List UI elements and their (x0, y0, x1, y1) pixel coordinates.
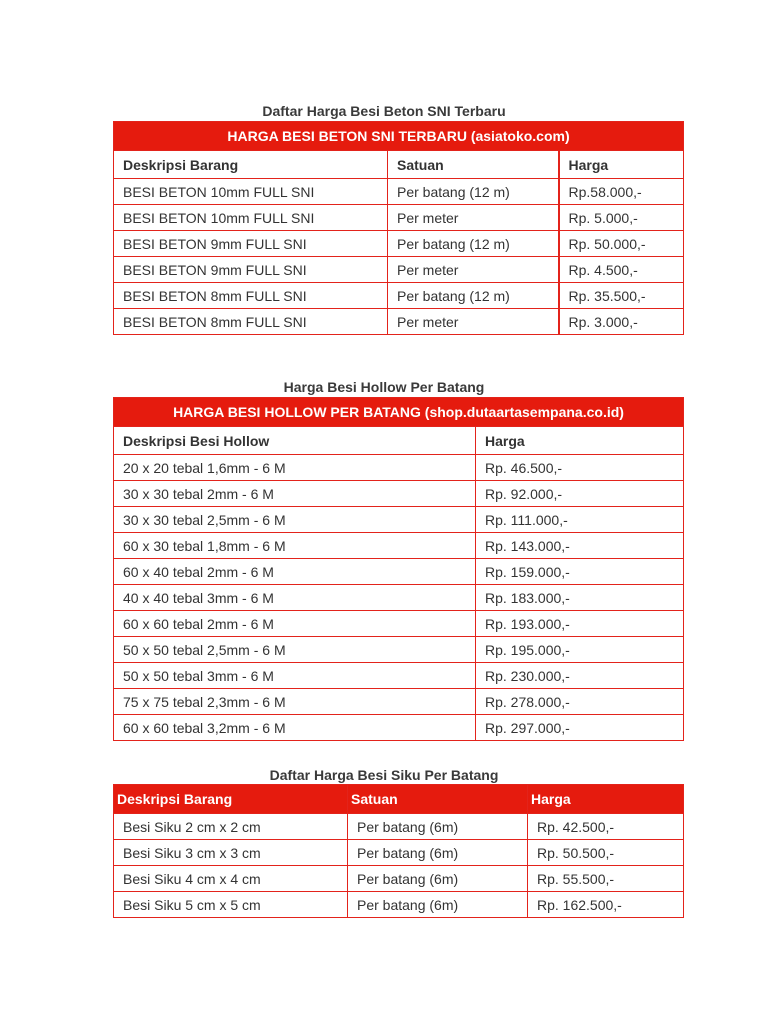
hollow-cell-deskripsi: 20 x 20 tebal 1,6mm - 6 M (114, 455, 476, 481)
hollow-table-body (114, 398, 684, 741)
beton-header-deskripsi: Deskripsi Barang (114, 151, 388, 179)
siku-cell-deskripsi: Besi Siku 3 cm x 3 cm (114, 840, 348, 866)
hollow-cell-harga: Rp. 230.000,- (476, 663, 684, 689)
beton-cell-satuan: Per meter (388, 257, 559, 283)
beton-banner-row (114, 122, 684, 151)
table-row (114, 585, 684, 611)
hollow-cell-deskripsi: 50 x 50 tebal 3mm - 6 M (114, 663, 476, 689)
beton-cell-harga: Rp. 4.500,- (559, 257, 684, 283)
beton-caption: Daftar Harga Besi Beton SNI Terbaru (262, 103, 506, 119)
beton-header-row (114, 151, 684, 179)
table-row (114, 533, 684, 559)
hollow-banner-row (114, 398, 684, 427)
table-row (114, 892, 684, 918)
beton-cell-satuan: Per meter (388, 205, 559, 231)
siku-cell-satuan: Per batang (6m) (348, 840, 528, 866)
hollow-cell-deskripsi: 60 x 40 tebal 2mm - 6 M (114, 559, 476, 585)
table-row (114, 611, 684, 637)
table-row (114, 840, 684, 866)
siku-header-satuan: Satuan (348, 785, 528, 814)
hollow-header-deskripsi: Deskripsi Besi Hollow (114, 427, 476, 455)
beton-cell-harga: Rp. 50.000,- (559, 231, 684, 257)
table-row (114, 715, 684, 741)
beton-cell-deskripsi: BESI BETON 10mm FULL SNI (114, 205, 388, 231)
beton-cell-satuan: Per meter (388, 309, 559, 335)
beton-header-satuan: Satuan (388, 151, 559, 179)
table-row (114, 481, 684, 507)
hollow-cell-harga: Rp. 111.000,- (476, 507, 684, 533)
siku-cell-harga: Rp. 50.500,- (528, 840, 684, 866)
hollow-cell-deskripsi: 75 x 75 tebal 2,3mm - 6 M (114, 689, 476, 715)
beton-price-table (113, 121, 684, 335)
hollow-cell-deskripsi: 30 x 30 tebal 2mm - 6 M (114, 481, 476, 507)
siku-cell-deskripsi: Besi Siku 2 cm x 2 cm (114, 814, 348, 840)
beton-banner: HARGA BESI BETON SNI TERBARU (asiatoko.com) (114, 122, 684, 151)
table-row (114, 814, 684, 840)
hollow-cell-harga: Rp. 193.000,- (476, 611, 684, 637)
hollow-cell-deskripsi: 60 x 30 tebal 1,8mm - 6 M (114, 533, 476, 559)
hollow-cell-harga: Rp. 183.000,- (476, 585, 684, 611)
siku-price-table (113, 784, 684, 918)
hollow-banner: HARGA BESI HOLLOW PER BATANG (shop.dutaartasempana.co.id) (114, 398, 684, 427)
hollow-cell-deskripsi: 60 x 60 tebal 3,2mm - 6 M (114, 715, 476, 741)
table-row (114, 205, 684, 231)
hollow-cell-harga: Rp. 159.000,- (476, 559, 684, 585)
siku-cell-harga: Rp. 162.500,- (528, 892, 684, 918)
hollow-cell-harga: Rp. 278.000,- (476, 689, 684, 715)
beton-cell-harga: Rp. 35.500,- (559, 283, 684, 309)
siku-cell-harga: Rp. 42.500,- (528, 814, 684, 840)
table-row (114, 866, 684, 892)
hollow-cell-harga: Rp. 92.000,- (476, 481, 684, 507)
beton-cell-harga: Rp.58.000,- (559, 179, 684, 205)
beton-cell-deskripsi: BESI BETON 10mm FULL SNI (114, 179, 388, 205)
siku-table-body (114, 785, 684, 918)
siku-header-harga: Harga (528, 785, 684, 814)
hollow-header-harga: Harga (476, 427, 684, 455)
beton-cell-harga: Rp. 3.000,- (559, 309, 684, 335)
table-row (114, 309, 684, 335)
table-row (114, 455, 684, 481)
beton-cell-deskripsi: BESI BETON 8mm FULL SNI (114, 283, 388, 309)
hollow-cell-harga: Rp. 195.000,- (476, 637, 684, 663)
hollow-cell-harga: Rp. 46.500,- (476, 455, 684, 481)
siku-cell-satuan: Per batang (6m) (348, 892, 528, 918)
beton-cell-satuan: Per batang (12 m) (388, 179, 559, 205)
beton-header-harga: Harga (559, 151, 684, 179)
beton-cell-deskripsi: BESI BETON 9mm FULL SNI (114, 231, 388, 257)
table-row (114, 283, 684, 309)
siku-caption: Daftar Harga Besi Siku Per Batang (269, 767, 499, 783)
siku-cell-deskripsi: Besi Siku 4 cm x 4 cm (114, 866, 348, 892)
beton-cell-harga: Rp. 5.000,- (559, 205, 684, 231)
hollow-cell-harga: Rp. 297.000,- (476, 715, 684, 741)
siku-header-row (114, 785, 684, 814)
siku-cell-satuan: Per batang (6m) (348, 866, 528, 892)
table-row (114, 179, 684, 205)
hollow-cell-harga: Rp. 143.000,- (476, 533, 684, 559)
hollow-cell-deskripsi: 50 x 50 tebal 2,5mm - 6 M (114, 637, 476, 663)
siku-cell-harga: Rp. 55.500,- (528, 866, 684, 892)
table-row (114, 559, 684, 585)
beton-table-body (114, 122, 684, 335)
table-row (114, 663, 684, 689)
siku-header-deskripsi: Deskripsi Barang (114, 785, 348, 814)
hollow-cell-deskripsi: 60 x 60 tebal 2mm - 6 M (114, 611, 476, 637)
beton-cell-deskripsi: BESI BETON 8mm FULL SNI (114, 309, 388, 335)
hollow-header-row (114, 427, 684, 455)
siku-cell-satuan: Per batang (6m) (348, 814, 528, 840)
table-row (114, 231, 684, 257)
beton-cell-satuan: Per batang (12 m) (388, 231, 559, 257)
hollow-cell-deskripsi: 30 x 30 tebal 2,5mm - 6 M (114, 507, 476, 533)
table-row (114, 257, 684, 283)
hollow-caption: Harga Besi Hollow Per Batang (283, 379, 485, 395)
table-row (114, 689, 684, 715)
siku-cell-deskripsi: Besi Siku 5 cm x 5 cm (114, 892, 348, 918)
table-row (114, 507, 684, 533)
table-row (114, 637, 684, 663)
beton-cell-deskripsi: BESI BETON 9mm FULL SNI (114, 257, 388, 283)
beton-cell-satuan: Per batang (12 m) (388, 283, 559, 309)
hollow-cell-deskripsi: 40 x 40 tebal 3mm - 6 M (114, 585, 476, 611)
hollow-price-table (113, 397, 684, 741)
